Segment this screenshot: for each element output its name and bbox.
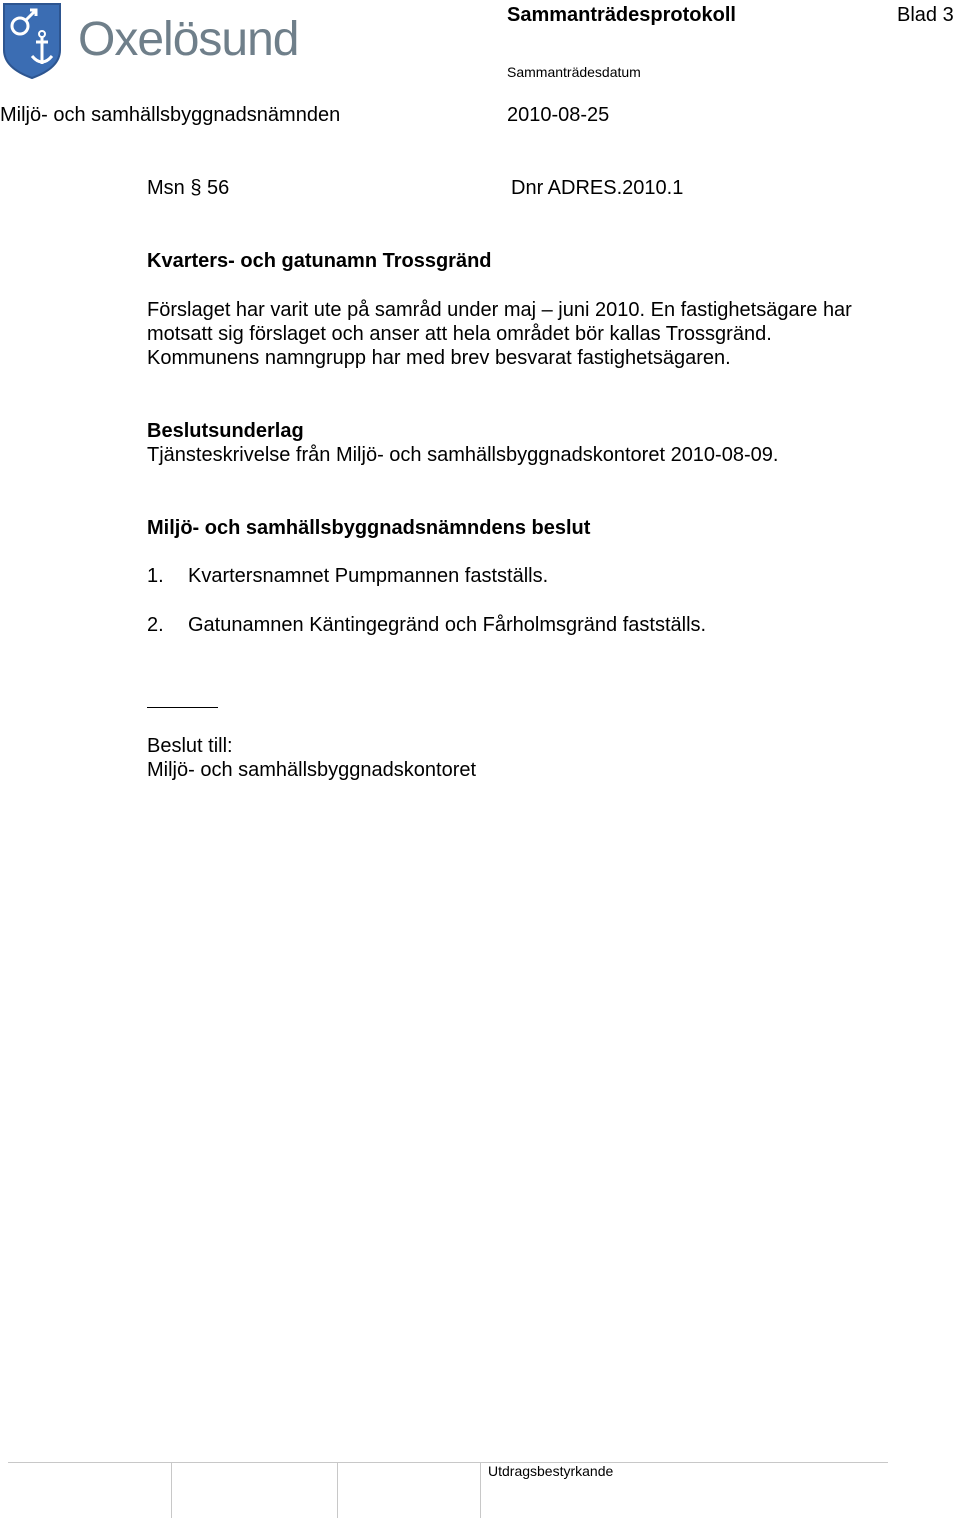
basis-text: Tjänsteskrivelse från Miljö- och samhällsbyggnadskontoret 2010-08-09.	[147, 444, 779, 466]
item-title: Kvarters- och gatunamn Trossgränd	[147, 250, 492, 272]
decision-text: Gatunamnen Käntingegränd och Fårholmsgränd fastställs.	[188, 614, 707, 636]
decision-number: 2.	[147, 614, 164, 636]
page-number: Blad 3	[897, 4, 954, 26]
meeting-date-label: Sammanträdesdatum	[507, 64, 641, 80]
decision-item	[147, 614, 706, 637]
recipients-label: Beslut till:	[147, 735, 233, 757]
signature-box-divider	[171, 1463, 172, 1518]
item-description: Förslaget har varit ute på samråd under maj – juni 2010. En fastighetsägare har motsatt sig förslaget och anser att hela området bör kallas Trossgränd. Kommunens namngrupp har med brev besvarat fastighetsägaren.	[147, 299, 852, 369]
signature-box-divider	[480, 1463, 481, 1518]
committee-name: Miljö- och samhällsbyggnadsnämnden	[0, 104, 341, 126]
signature-box-divider	[337, 1463, 338, 1518]
separator-line	[147, 707, 218, 708]
diary-number: Dnr ADRES.2010.1	[511, 177, 684, 199]
decision-heading: Miljö- och samhällsbyggnadsnämndens beslut	[147, 517, 591, 539]
footer-rule	[8, 1462, 888, 1463]
municipality-logo-text: Oxelösund	[78, 13, 299, 66]
decision-item	[147, 565, 548, 588]
recipient: Miljö- och samhällsbyggnadskontoret	[147, 759, 477, 781]
attestation-label: Utdragsbestyrkande	[488, 1463, 614, 1479]
paragraph-reference: Msn § 56	[147, 177, 230, 199]
decision-text: Kvartersnamnet Pumpmannen fastställs.	[188, 565, 549, 587]
meeting-date: 2010-08-25	[507, 104, 610, 126]
municipality-coat-of-arms	[2, 2, 62, 80]
decision-number: 1.	[147, 565, 164, 587]
document-type: Sammanträdesprotokoll	[507, 4, 736, 26]
basis-heading: Beslutsunderlag	[147, 420, 304, 442]
